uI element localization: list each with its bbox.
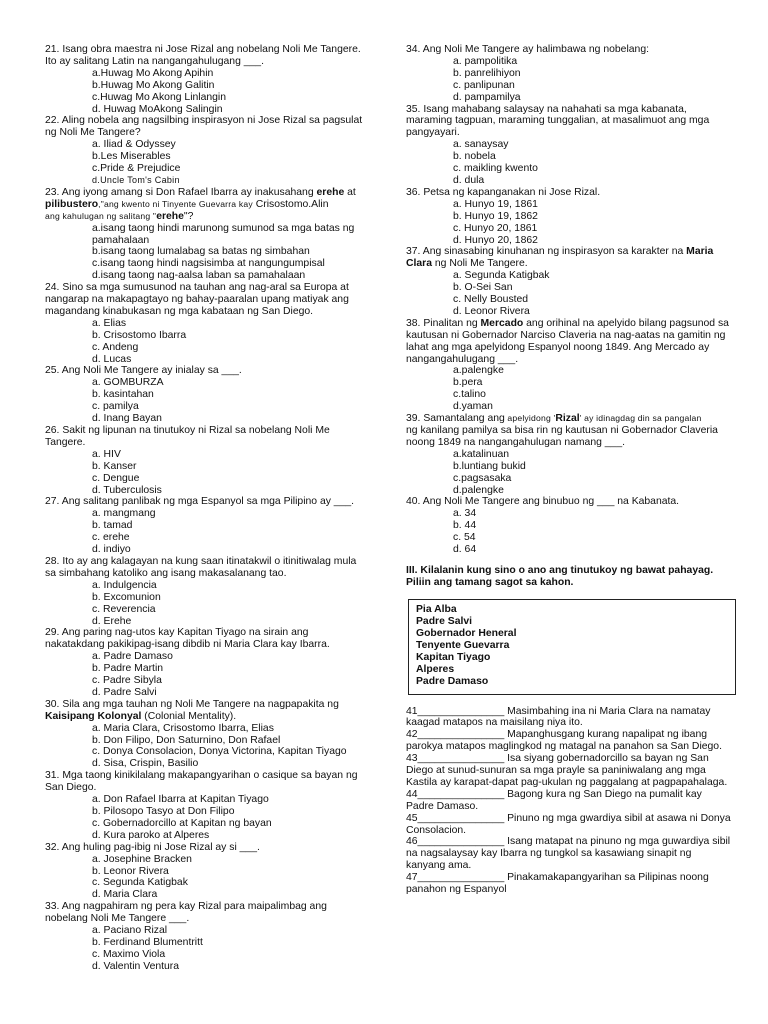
option-d: d.Uncle Tom's Cabin: [92, 174, 180, 185]
question-stem: [45, 187, 363, 223]
option-c: c. Andeng: [92, 341, 139, 353]
option-d: d. Leonor Rivera: [453, 305, 530, 317]
option-c: c. Reverencia: [92, 603, 156, 615]
option-a: a. mangmang: [92, 508, 156, 520]
option-b: b. Don Filipo, Don Saturnino, Don Rafael: [92, 734, 281, 746]
option-d: d. Hunyo 20, 1862: [453, 234, 538, 246]
option-c: c. Segunda Katigbak: [92, 877, 188, 889]
option-a: a. Padre Damaso: [92, 651, 173, 663]
bold-term: Kaisipang Kolonyal: [45, 710, 142, 722]
option-d: d.palengke: [453, 484, 504, 496]
option-b: b. nobela: [453, 151, 496, 163]
question-stem: [406, 246, 732, 270]
question-33: [45, 901, 363, 972]
option-b: b.pera: [453, 377, 483, 389]
option-a: a. Indulgencia: [92, 579, 157, 591]
question-stem: [406, 413, 732, 449]
option-d: d. Kura paroko at Alperes: [92, 829, 210, 841]
question-stem: 40. Ang Noli Me Tangere ang binubuo ng ___ na Kabanata.: [406, 496, 680, 508]
question-27: [45, 496, 363, 556]
answer-choices-box: [408, 599, 736, 694]
option-a: a. sanaysay: [453, 139, 509, 151]
option-c: c. Dengue: [92, 472, 140, 484]
question-25: [45, 365, 363, 425]
question-28: [45, 556, 363, 627]
option-d: d. Maria Clara: [92, 889, 158, 901]
question-24: [45, 282, 363, 365]
stem-part: 39. Samantalang ang: [406, 413, 505, 425]
choice-item: Kapitan Tiyago: [416, 651, 491, 663]
identification-item-46: 46_______________ Isang matapat na pinuno ng mga guwardiya sibil na nagsalaysay kay Ibarra ng tungkol sa kasawiang sinapit ng kanyang ama.: [406, 836, 731, 872]
question-31: [45, 770, 363, 841]
identification-items: [406, 706, 732, 897]
option-a: a. Iliad & Odyssey: [92, 139, 176, 151]
option-b: b. Kanser: [92, 460, 137, 472]
stem-part: ang kahulugan ng salitang ": [45, 210, 157, 221]
option-a: a. 34: [453, 508, 477, 520]
option-b: b. Ferdinand Blumentritt: [92, 936, 203, 948]
stem-part: "?: [183, 210, 194, 222]
stem-part: 38. Pinalitan ng: [406, 317, 478, 329]
option-d: d.yaman: [453, 401, 493, 413]
question-30: [45, 699, 363, 770]
option-b: b. 44: [453, 520, 477, 532]
stem-part: ang orihinal na apelyido bilang pagsunod sa kautusan ni Gobernador Narciso Claveria na nag-aatas na gamitin ng lahat ang mga apelyidong Espanyol noong 1849. Ang Mercado ay nangangahulugang ___.: [406, 317, 729, 365]
option-d: d. Huwag MoAkong Salingin: [92, 103, 223, 115]
choice-item: Pia Alba: [416, 604, 457, 616]
option-c: c. panlipunan: [453, 79, 515, 91]
section-heading: III. Kilalanin kung sino o ano ang tinutukoy ng bawat pahayag. Piliin ang tamang sagot sa kahon.: [406, 564, 714, 588]
question-stem: 32. Ang huling pag-ibig ni Jose Rizal ay si ___.: [45, 841, 260, 853]
identification-item-47: 47_______________ Pinakamakapangyarihan sa Pilipinas noong panahon ng Espanyol: [406, 872, 709, 896]
option-a: a.Huwag Mo Akong Apihin: [92, 67, 214, 79]
stem-part: at: [344, 186, 356, 198]
question-40: [406, 496, 732, 556]
option-c: c.pagsasaka: [453, 472, 512, 484]
option-c: c. maikling kwento: [453, 163, 538, 175]
stem-part: Crisostomo.Alin: [252, 198, 329, 210]
option-c: c. Gobernadorcillo at Kapitan ng bayan: [92, 817, 272, 829]
question-stem: 25. Ang Noli Me Tangere ay inialay sa ___.: [45, 365, 242, 377]
identification-item-45: 45_______________ Pinuno ng mga gwardiya sibil at asawa ni Donya Consolacion.: [406, 812, 731, 836]
question-35: [406, 104, 732, 187]
option-a: a. Paciano Rizal: [92, 925, 168, 937]
option-a: a. Maria Clara, Crisostomo Ibarra, Elias: [92, 722, 274, 734]
question-stem: 27. Ang salitang panlibak ng mga Espanyol sa mga Pilipino ay ___.: [45, 496, 355, 508]
option-d: d. Erehe: [92, 615, 132, 627]
option-a: a. Josephine Bracken: [92, 853, 192, 865]
option-b: b. tamad: [92, 520, 133, 532]
option-b: b. Crisostomo Ibarra: [92, 329, 187, 341]
question-37: [406, 246, 732, 317]
option-d: d. Sisa, Crispin, Basilio: [92, 758, 199, 770]
question-26: [45, 425, 363, 496]
question-23: [45, 187, 363, 282]
option-a-text: a.isang taong hindi marunong sumunod sa mga batas ng pamahalaan: [92, 222, 355, 246]
option-a: a. Hunyo 19, 1861: [453, 198, 538, 210]
option-d: d. Tuberculosis: [92, 484, 162, 496]
bold-term: erehe: [156, 210, 184, 222]
question-stem: [45, 699, 363, 723]
stem-part: ' ay idinagdag din sa pangalan: [579, 413, 702, 424]
left-column: [45, 44, 363, 973]
stem-part: 30. Sila ang mga tauhan ng Noli Me Tangere na nagpapakita ng: [45, 698, 339, 710]
option-d: d. Lucas: [92, 353, 132, 365]
option-b: b.Les Miserables: [92, 151, 171, 163]
option-d: d. Inang Bayan: [92, 413, 162, 425]
choice-item: Padre Salvi: [416, 616, 473, 628]
option-c: c. Hunyo 20, 1861: [453, 222, 538, 234]
question-39: [406, 413, 732, 496]
option-d: d. indiyo: [92, 544, 131, 556]
option-a: a. pampolitika: [453, 55, 518, 67]
option-d: d. pampamilya: [453, 91, 521, 103]
question-stem: 35. Isang mahabang salaysay na nahahati sa mga kabanata, maraming tagpuan, maraming tunggalian, at masalimuot ang mga pangyayari.: [406, 103, 710, 139]
option-c: c. Nelly Bousted: [453, 294, 529, 306]
stem-part: ,"ang kwento ni Tinyente Guevarra kay: [98, 198, 253, 209]
option-b: b. Leonor Rivera: [92, 865, 169, 877]
choice-item: Tenyente Guevarra: [416, 639, 510, 651]
choice-item: Padre Damaso: [416, 675, 489, 687]
question-stem: 29. Ang paring nag-utos kay Kapitan Tiyago na sirain ang nakatakdang pakikipag-isang dibdib ni Maria Clara kay Ibarra.: [45, 627, 330, 651]
option-b: b. O-Sei San: [453, 282, 513, 294]
question-stem: 22. Aling nobela ang nagsilbing inspirasyon ni Jose Rizal sa pagsulat ng Noli Me Tangere?: [45, 115, 363, 139]
question-stem: 33. Ang nagpahiram ng pera kay Rizal para maipalimbag ang nobelang Noli Me Tangere ___.: [45, 901, 327, 925]
question-22: [45, 115, 363, 186]
right-column: [406, 44, 732, 896]
question-stem: 34. Ang Noli Me Tangere ay halimbawa ng nobelang:: [406, 44, 649, 55]
option-a: a.palengke: [453, 365, 504, 377]
option-b: b. Pilosopo Tasyo at Don Filipo: [92, 806, 235, 817]
bold-term: Rizal: [555, 413, 580, 425]
question-stem: 36. Petsa ng kapanganakan ni Jose Rizal.: [406, 186, 601, 198]
option-d: d. 64: [453, 544, 477, 556]
question-29: [45, 627, 363, 698]
question-stem: 24. Sino sa mga sumusunod na tauhan ang nag-aral sa Europa at nangarap na makapagtayo ng bahay-paaralan upang matiyak ang magandang kinabukasan ng mga kabataan ng San Diego.: [45, 282, 349, 317]
option-c: c. pamilya: [92, 401, 139, 413]
option-a: [45, 223, 363, 247]
option-a: a.katalinuan: [453, 448, 510, 460]
option-b: b.Huwag Mo Akong Galitin: [92, 79, 215, 91]
option-c: c.isang taong hindi nagsisimba at nangungumpisal: [92, 258, 325, 270]
option-d: d.isang taong nag-aalsa laban sa pamahalaan: [92, 270, 306, 282]
option-a: a. GOMBURZA: [92, 377, 164, 389]
stem-part: 23. Ang iyong amang si Don Rafael Ibarra ay inakusahang: [45, 186, 314, 198]
question-stem: [406, 318, 732, 366]
option-b: b. Excomunion: [92, 591, 161, 603]
stem-part: ng Noli Me Tangere.: [432, 258, 528, 270]
option-a: a. Segunda Katigbak: [453, 270, 550, 282]
stem-part: apelyidong ': [504, 413, 556, 424]
option-d: d. Valentin Ventura: [92, 960, 180, 972]
stem-part: 37. Ang sinasabing kinuhanan ng inspirasyon sa karakter na: [406, 246, 684, 258]
option-c: c. erehe: [92, 532, 130, 544]
option-d: d. dula: [453, 174, 485, 186]
option-b: b.luntiang bukid: [453, 460, 526, 472]
question-32: [45, 842, 363, 902]
identification-item-42: 42_______________ Mapanghusgang kurang napalipat ng ibang parokya matapos maglingkod ng matagal na panahon sa San Diego.: [406, 729, 722, 753]
question-34: [406, 44, 732, 104]
question-stem: 26. Sakit ng lipunan na tinutukoy ni Rizal sa nobelang Noli Me Tangere.: [45, 425, 330, 448]
option-a: a. HIV: [92, 448, 121, 460]
identification-item-41: 41_______________ Masimbahing ina ni Maria Clara na namatay kaagad matapos na maisilang niya ito.: [406, 705, 711, 729]
option-c: c. Padre Sibyla: [92, 675, 162, 687]
option-a: a. Elias: [92, 317, 127, 329]
question-21: [45, 44, 363, 115]
option-b: b. kasintahan: [92, 389, 154, 401]
stem-part: ng kanilang pamilya sa bisa rin ng kautusan ni Gobernador Claveria noong 1849 na nangangahulugan namang ___.: [406, 425, 718, 448]
bold-term: Mercado: [480, 317, 524, 329]
identification-item-44: 44_______________ Bagong kura ng San Diego na pumalit kay Padre Damaso.: [406, 788, 702, 812]
option-b: b. panrelihiyon: [453, 67, 521, 79]
bold-term: Maria Clara: [406, 246, 714, 270]
question-stem: 31. Mga taong kinikilalang makapangyarihan o casique sa bayan ng San Diego.: [45, 770, 358, 794]
choice-item: Gobernador Heneral: [416, 627, 517, 639]
option-b: b.isang taong lumalabag sa batas ng simbahan: [92, 246, 310, 258]
question-38: [406, 318, 732, 413]
option-c: c. Maximo Viola: [92, 948, 166, 960]
option-a: a. Don Rafael Ibarra at Kapitan Tiyago: [92, 794, 269, 806]
option-d: d. Padre Salvi: [92, 686, 157, 698]
question-stem: 28. Ito ay ang kalagayan na kung saan itinatakwil o itinitiwalag mula sa simbahang katoliko ang isang makasalanang tao.: [45, 555, 357, 579]
option-c: c.Huwag Mo Akong Linlangin: [92, 91, 227, 103]
option-c: c.Pride & Prejudice: [92, 163, 181, 175]
choice-item: Alperes: [416, 663, 455, 675]
bold-term: erehe: [316, 186, 345, 198]
option-b: b. Hunyo 19, 1862: [453, 210, 538, 222]
stem-part: (Colonial Mentality).: [141, 710, 237, 722]
bold-term: pilibustero: [45, 198, 99, 210]
option-b: b. Padre Martin: [92, 663, 164, 675]
question-stem: 21. Isang obra maestra ni Jose Rizal ang nobelang Noli Me Tangere. Ito ay salitang Latin na nangangahulugang ___.: [45, 44, 361, 67]
identification-item-43: 43_______________ Isa siyang gobernadorcillo sa bayan ng San Diego at sunud-sunuran sa mga prayle sa paniniwalang ang mga Kastila ay karapat-dapat pag-ukulan ng paggalang at pagpapahalaga.: [406, 753, 728, 788]
option-c: c. Donya Consolacion, Donya Victorina, Kapitan Tiyago: [92, 746, 347, 758]
option-c: c.talino: [453, 389, 486, 401]
question-36: [406, 187, 732, 247]
option-c: c. 54: [453, 532, 476, 544]
